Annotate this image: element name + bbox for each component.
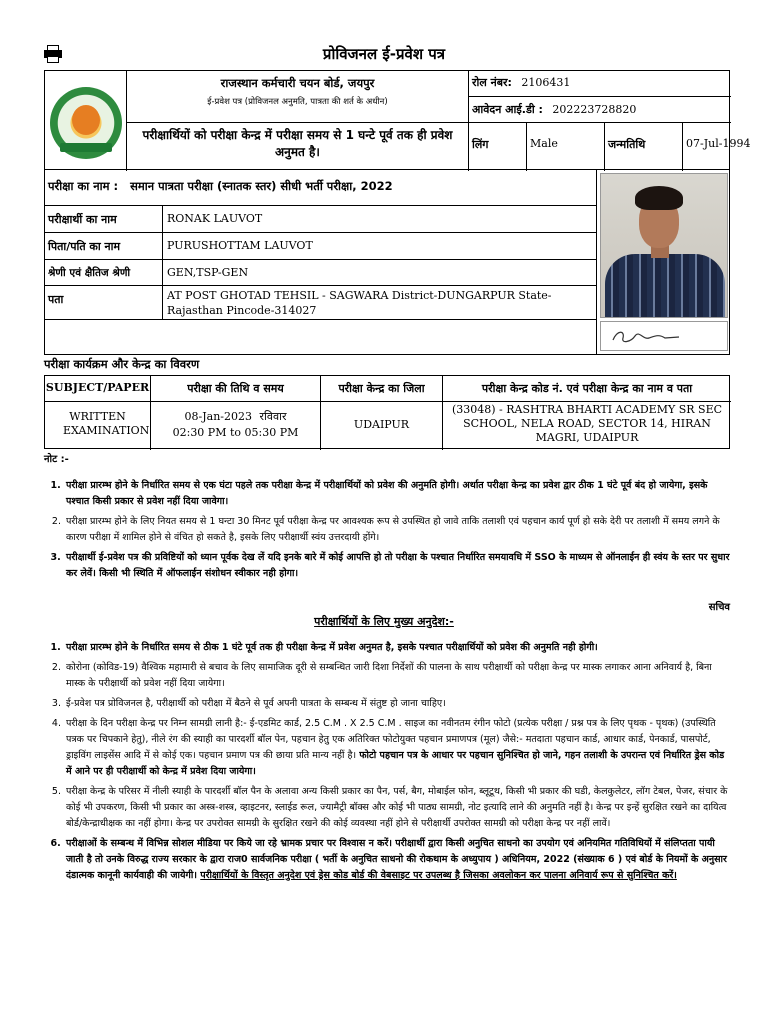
instruction-text: परीक्षाओं के सम्बन्ध में विभिन्न सोशल मीडिया पर किये जा रहे भ्रामक प्रचार पर विश्वास न करें। परीक्षार्थी द्वारा किसी अनुचित साधनो का उपयोग एवं अनियमित गतिविधियों में संलिप्तता पायी जाती है तो उनके विरुद्ध राज्य सरकार के द्वारा राज0 सार्वजनिक परीक्षा ( भर्ती के अनुचित साधनो की रोकथाम के अध्युपाय ) अधिनियम, 2022 (संख्याक 6 ) एवं बोर्ड के नियमों के अनुसार दंडात्मक कानूनी कार्यवाही की जायेगी। [66,838,727,881]
application-id-row [469,97,731,123]
instruction-item [64,716,730,780]
schedule-date: 08-Jan-2023 [184,410,253,423]
application-label: आवेदन आई.डी : [472,103,543,116]
address-row [45,286,597,320]
note-item: 2. परीक्षा प्रारम्भ होने के लिए नियत समय से 1 घन्टा 30 मिनट पूर्व परीक्षा केन्द्र पर आवश्यक रूप से उपस्थित हो जावे ताकि तलाशी एवं पहचान कार्य पूर्ण हो सके देरी पर तलाशी में समय लगने के कारण परीक्षा में शामिल होने से वंचित हो सकते है, इसके लिए परीक्षार्थी स्वंय उत्तरदायी होंगे। [64,514,730,546]
instruction-text: परीक्षा के दिन परीक्षा केन्द्र पर निम्न सामग्री लानी है:- ई-एडमिट कार्ड, 2.5 C.M . X 2.5 C.M . साइज का नवीनतम रंगीन फोटो (प्रत्येक परीक्षा / प्रश्न पत्र के लिए पृथक - पृथक) (उपस्थिति पत्रक पर चिपकाने हेतु), नीले रंग की स्याही का पारदर्शी बॉल पेन, पहचान हेतु एक अतिरिक्त फोटोयुक्त पहचान प्रमाणपत्र (मूल) जैसे:- मतदाता पहचान कार्ड, आधार कार्ड, पेनकार्ड, पासपोर्ट, ड्राइविंग लाइसेंस आदि में से कोई एक। पहचान प्रमाण पत्र की छाया प्रति मान्य नहीं है। [66,718,716,761]
instructions-title: परीक्षार्थियों के लिए मुख्य अनुदेश:- [314,615,454,628]
notes-list [64,478,730,586]
address-label: पता [45,286,163,319]
instruction-bold-text: फोटो पहचान पत्र के आधार पर पहचान सुनिश्चित हो जाने, गहन तलाशी के उपरान्त एवं निर्धारित ड्रेस कोड में आने पर ही परीक्षार्थी को केन्द्र में प्रवेश दिया जायेगा। [66,750,725,777]
schedule-table [44,375,730,449]
candidate-block [44,170,730,355]
schedule-time: 02:30 PM to 05:30 PM [172,426,299,439]
schedule-subject: WRITTEN EXAMINATION [45,402,151,450]
candidate-name-value: RONAK LAUVOT [167,212,263,225]
schedule-centre: (33048) - RASHTRA BHARTI ACADEMY SR SEC SCHOOL, NELA ROAD, SECTOR 14, HIRAN MAGRI, UDAIPUR [451,403,723,444]
roll-number-row [469,71,731,97]
org-cell [127,71,469,123]
logo-cell [45,71,127,171]
roll-value: 2106431 [521,76,571,89]
entry-notice: परीक्षार्थियों को परीक्षा केन्द्र में परीक्षा समय से 1 घन्टे पूर्व तक ही प्रवेश अनुमत है। [127,123,469,171]
instruction-item [64,836,730,884]
application-value: 202223728820 [552,103,637,116]
schedule-header-subject: SUBJECT/PAPER [45,376,151,402]
schedule-header-date: परीक्षा की तिथि व समय [151,376,321,402]
father-name-row [45,233,597,260]
schedule-header-district: परीक्षा केन्द्र का जिला [321,376,443,402]
candidate-name-label: परीक्षार्थी का नाम [45,206,163,232]
note-label: नोट :- [44,454,69,465]
header-block [44,70,751,170]
candidate-signature [600,321,728,351]
instruction-item: 1. परीक्षा प्रारम्भ होने के निर्धारित समय से ठीक 1 घंटे पूर्व तक ही परीक्षा केन्द्र में प्रवेश अनुमत है, इसके पश्चात परीक्षार्थियों को प्रवेश की अनुमति नही होगी। [64,640,730,656]
blank-row [45,320,597,355]
rssb-logo [50,87,122,159]
website-instruction: परीक्षार्थियों के विस्तृत अनुदेश एवं ड्रेस कोड बोर्ड की वेबसाइट पर उपलब्ध है जिसका अवलोकन कर पालना अनिवार्य रूप से सुनिश्चित करें। [200,870,677,881]
schedule-date-cell [151,402,321,450]
note-item: 1. परीक्षा प्रारम्भ होने के निर्धारित समय से एक घंटा पहले तक परीक्षा केन्द्र में परीक्षार्थियों को प्रवेश की अनुमति होगी। अर्थात परीक्षा केन्द्र का प्रवेश द्वार ठीक 1 घंटे पूर्व बंद हो जायेगा, इसके पश्चात किसी प्रकार से प्रवेश नहीं दिया जावेगा। [64,478,730,510]
document-title: प्रोविजनल ई-प्रवेश पत्र [322,45,446,63]
schedule-day: रविवार [259,410,287,423]
schedule-title: परीक्षा कार्यक्रम और केन्द्र का विवरण [44,357,200,371]
category-label: श्रेणी एवं क्षैतिज श्रेणी [45,260,163,285]
schedule-district: UDAIPUR [321,402,443,450]
roll-label: रोल नंबर: [472,76,512,89]
exam-label: परीक्षा का नाम : [48,179,119,193]
category-value: GEN,TSP-GEN [167,266,249,279]
gender-value: Male [527,123,605,171]
gender-label: लिंग [469,123,527,171]
org-subtitle: ई-प्रवेश पत्र (प्रोविजनल अनुमति, पात्रता की शर्त के अधीन) [207,97,388,107]
father-name-value: PURUSHOTTAM LAUVOT [167,239,313,252]
address-value: AT POST GHOTAD TEHSIL - SAGWARA District-DUNGARPUR State-Rajasthan Pincode-314027 [167,289,552,317]
signatory: सचिव [708,602,730,613]
schedule-header-centre: परीक्षा केन्द्र कोड नं. एवं परीक्षा केन्द्र का नाम व पता [443,376,731,402]
father-name-label: पिता/पति का नाम [45,233,163,259]
instructions-list [64,640,730,888]
org-name: राजस्थान कर्मचारी चयन बोर्ड, जयपुर [220,76,375,90]
instruction-item: 3. ई-प्रवेश पत्र प्रोविजनल है, परीक्षार्थी को परीक्षा में बैठने से पूर्व अपनी पात्रता के सम्बन्ध में संतुष्ट हो जाना चाहिए। [64,696,730,712]
instruction-item: 2. कोरोना (कोविड-19) वैश्विक महामारी से बचाव के लिए सामाजिक दूरी से सम्बन्धित जारी दिशा निर्देशों की पालना के साथ परीक्षार्थी को परीक्षा केन्द्र पर मास्क लगाकर आना अनिवार्य है, बिना मास्क के परीक्षार्थी को प्रवेश नहीं दिया जायेगा। [64,660,730,692]
dob-value: 07-Jul-1994 [686,137,751,150]
instruction-item: 5. परीक्षा केन्द्र के परिसर में नीली स्याही के पारदर्शी बॉल पैन के अलावा अन्य किसी प्रकार का पैन, पर्स, बैग, मोबाईल फोन, ब्लूटूथ, किसी भी प्रकार की घडी, केलकुलेटर, लॉग टेबल, पेजर, संचार के कोई भी उपकरण, किसी भी प्रकार का अस्त्र-शस्त्र, व्हाइटनर, स्लाईड रूल, ज्यामैट्री बॉक्स और कोई भी पाठ्य सामग्री, नोट इत्यादि लाने की अनुमति नहीं है। केन्द्र पर इन्हें सुरक्षित रखने का दायित्व बोर्ड/केन्द्राधीक्षक का नहीं होगा। केन्द्र पर उपरोक्त सामग्री के सुरक्षित रखने की कोई व्यवस्था नहीं होने से परीक्षार्थी उपरोक्त सामग्री को परीक्षा केन्द्र पर नहीं लावें। [64,784,730,832]
category-row [45,260,597,286]
photo-block [600,173,728,351]
gender-dob-row [469,123,751,171]
dob-label: जन्मतिथि [605,123,683,171]
candidate-photo [600,173,728,318]
candidate-name-row [45,206,597,233]
exam-name-row [45,170,597,206]
exam-value: समान पात्रता परीक्षा (स्नातक स्तर) सीधी भर्ती परीक्षा, 2022 [130,179,393,193]
note-item: 3. परीक्षार्थी ई-प्रवेश पत्र की प्रविष्टियों को ध्यान पूर्वक देख लें यदि इनके बारे में कोई आपत्ति हो तो परीक्षा के पश्चात निर्धारित समयावधि में SSO के माध्यम से ऑनलाईन ही स्वंय के स्तर पर सुधार कर लेवें। किसी भी स्थिति में ऑफलाईन संशोधन स्वीकार नही होगा। [64,550,730,582]
